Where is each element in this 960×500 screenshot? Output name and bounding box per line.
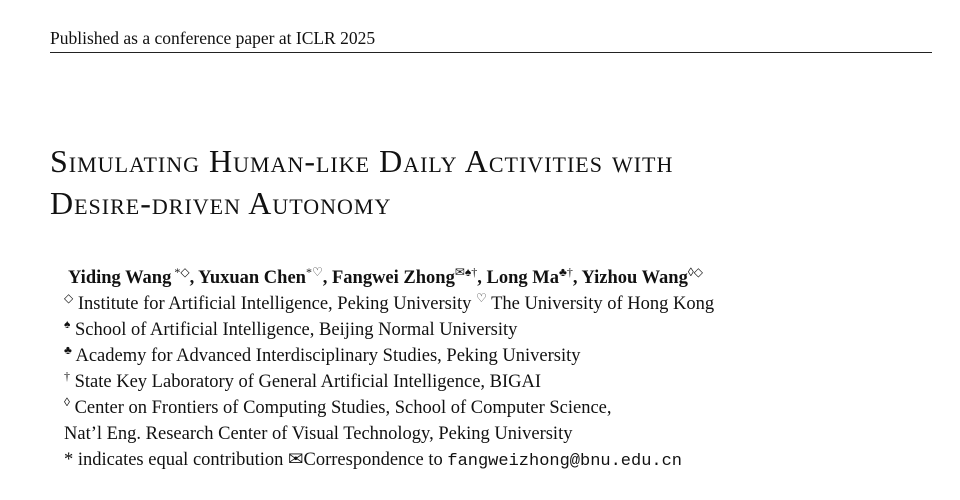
affiliation-mark: ◇ (64, 291, 74, 305)
affiliation-mark: † (64, 369, 70, 383)
affiliation-text: State Key Laboratory of General Artificial Intelligence, BIGAI (74, 372, 542, 392)
paper-title (50, 140, 940, 224)
affiliation-mark: ♡ (476, 291, 487, 305)
equal-contribution-note: * indicates equal contribution (64, 450, 284, 470)
affiliation-text: Institute for Artificial Intelligence, Peking University (77, 294, 472, 314)
envelope-icon: ✉ (288, 450, 304, 470)
author-marks: *♡ (305, 265, 323, 279)
affiliation-text: School of Artificial Intelligence, Beijing Normal University (75, 320, 518, 340)
affiliation-line (64, 396, 612, 420)
affiliation-line (64, 344, 581, 368)
correspondence-label: Correspondence to (303, 450, 443, 470)
title-line-1: Simulating Human-like Daily Activities with (50, 143, 674, 179)
conference-header: Published as a conference paper at ICLR 2025 (50, 28, 376, 48)
author-name: Yizhou Wang (581, 268, 688, 288)
author-name: Fangwei Zhong (331, 268, 455, 288)
author-name: Yuxuan Chen (198, 268, 306, 288)
affiliation-line (64, 292, 714, 316)
correspondence-email[interactable]: fangweizhong@bnu.edu.cn (447, 452, 683, 471)
affiliation-text: Academy for Advanced Interdisciplinary Studies, Peking University (75, 346, 581, 366)
author-marks: ✉♠† (454, 265, 478, 279)
affiliation-line (64, 318, 517, 342)
affiliation-text: Center on Frontiers of Computing Studies, School of Computer Science, (74, 398, 612, 418)
affiliation-mark: ♠ (64, 317, 71, 331)
affiliation-line (64, 370, 541, 394)
author-marks: ◊◇ (687, 265, 704, 279)
author-marks: *◇ (171, 265, 190, 279)
affiliation-continuation: Nat’l Eng. Research Center of Visual Technology, Peking University (64, 424, 573, 444)
affiliation-mark: ◊ (64, 395, 70, 409)
author-marks: ♣† (558, 265, 573, 279)
author-name: Long Ma (486, 268, 559, 288)
author-list: Yiding Wang *◇, Yuxuan Chen*♡, Fangwei Zhong✉♠†, Long Ma♣†, Yizhou Wang◊◇ (68, 265, 704, 288)
affiliation-mark: ♣ (64, 343, 72, 357)
footnote-line (64, 448, 682, 474)
title-line-2: Desire-driven Autonomy (50, 185, 392, 221)
author-name: Yiding Wang (68, 268, 172, 288)
affiliation-text: The University of Hong Kong (491, 294, 715, 314)
header-rule (50, 52, 932, 53)
